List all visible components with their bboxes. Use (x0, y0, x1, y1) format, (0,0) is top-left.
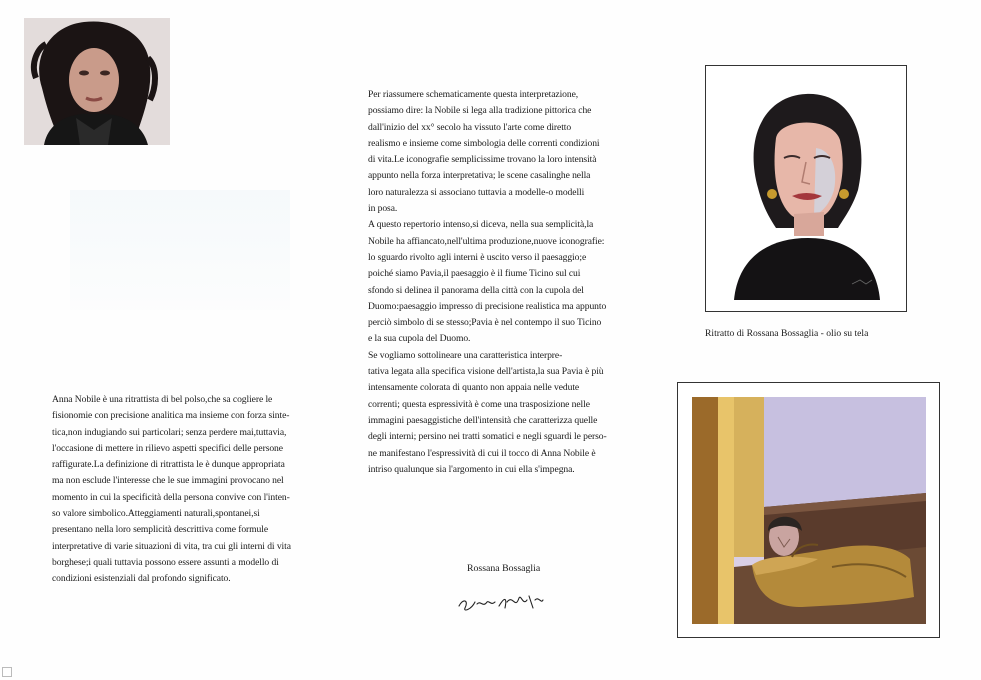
handwritten-signature-icon (455, 588, 545, 614)
intro-line: l'occasione di mettere in rilievo aspetti specifici delle persone (52, 442, 283, 454)
author-photo-icon (24, 18, 170, 145)
intro-line: raffigurate.La definizione di ritrattista le è dunque appropriata (52, 459, 285, 471)
intro-line: fisionomie con precisione analitica ma insieme con forza sinte- (52, 410, 290, 422)
painting-frame (677, 382, 940, 638)
scan-corner-mark (2, 667, 12, 677)
essay-line: poiché siamo Pavia,il paesaggio è il fiume Ticino sul cui (368, 268, 581, 280)
intro-line: interpretative di varie situazioni di vita, tra cui gli interni di vita (52, 540, 291, 552)
portrait-caption: Ritratto di Rossana Bossaglia - olio su tela (705, 328, 869, 339)
essay-line: possiamo dire: la Nobile si lega alla tradizione pittorica che (368, 105, 592, 117)
intro-line: condizioni esistenziali dal profondo significato. (52, 573, 231, 585)
essay-line: dall'inizio del xx° secolo ha vissuto l'arte come diretto (368, 121, 572, 133)
essay-line: di vita.Le iconografie semplicissime trovano la loro intensità (368, 154, 597, 166)
essay-line: Duomo:paesaggio impresso di precisione realistica ma appunto (368, 300, 607, 312)
essay-text-column (368, 87, 638, 478)
essay-line: tativa legata alla specifica visione dell'artista,la sua Pavia è più (368, 366, 604, 378)
author-name: Rossana Bossaglia (467, 563, 541, 574)
intro-paragraph (52, 392, 327, 588)
essay-line: Se vogliamo sottolineare una caratteristica interpre- (368, 349, 563, 361)
intro-line: so valore simbolico.Atteggiamenti naturali,spontanei,si (52, 508, 260, 520)
essay-line: Nobile ha affiancato,nell'ultima produzione,nuove iconografie: (368, 235, 605, 247)
essay-paragraph (368, 87, 638, 478)
essay-line: ne manifestano l'espressività di cui il tocco di Anna Nobile è (368, 447, 596, 459)
intro-line: tica,non indugiando sui particolari; senza perdere mai,tuttavia, (52, 426, 287, 438)
painting-reclining-figure-icon (692, 397, 926, 624)
author-photo (24, 18, 170, 145)
intro-line: presentano nella loro semplicità descrittiva come formule (52, 524, 269, 536)
essay-line: perciò simbolo di se stesso;Pavia è nel contempo il suo Ticino (368, 317, 602, 329)
essay-line: sfondo si delinea il panorama della città con la cupola del (368, 284, 584, 296)
essay-line: realismo e insieme come simbologia delle correnti condizioni (368, 137, 600, 149)
essay-line: intensamente colorata di quanto non appaia nelle vedute (368, 382, 580, 394)
essay-line: intriso qualunque sia l'argomento in cui ella s'impegna. (368, 463, 575, 475)
essay-line: immagini paesaggistiche dell'intensità che caratterizza quelle (368, 414, 598, 426)
essay-line: e la sua cupola del Duomo. (368, 333, 471, 345)
intro-line: Anna Nobile è una ritrattista di bel polso,che sa cogliere le (52, 394, 273, 405)
portrait-frame (705, 65, 907, 312)
scan-ghost (70, 190, 290, 310)
intro-text-column (52, 392, 327, 588)
essay-line: appunto nella forza interpretativa; le scene casalinghe nella (368, 170, 591, 182)
essay-line: lo sguardo rivolto agli interni è uscito verso il paesaggio;e (368, 251, 587, 263)
painting-portrait-icon (720, 78, 892, 300)
intro-line: momento in cui la specificità della persona convive con l'inten- (52, 491, 290, 503)
essay-line: Per riassumere schematicamente questa interpretazione, (368, 89, 579, 100)
intro-line: borghese;i quali tuttavia possono essere assunti a modello di (52, 556, 279, 568)
essay-line: A questo repertorio intenso,si diceva, nella sua semplicità,la (368, 219, 594, 231)
intro-line: ma non esclude l'interesse che le sue immagini provocano nel (52, 475, 284, 487)
essay-line: in posa. (368, 203, 398, 215)
essay-line: correnti; questa espressività è come una trasposizione nelle (368, 398, 590, 410)
essay-line: loro naturalezza si associano tuttavia a modelle-o modelli (368, 186, 585, 198)
essay-line: degli interni; persino nei tratti somatici e negli sguardi le perso- (368, 431, 607, 443)
